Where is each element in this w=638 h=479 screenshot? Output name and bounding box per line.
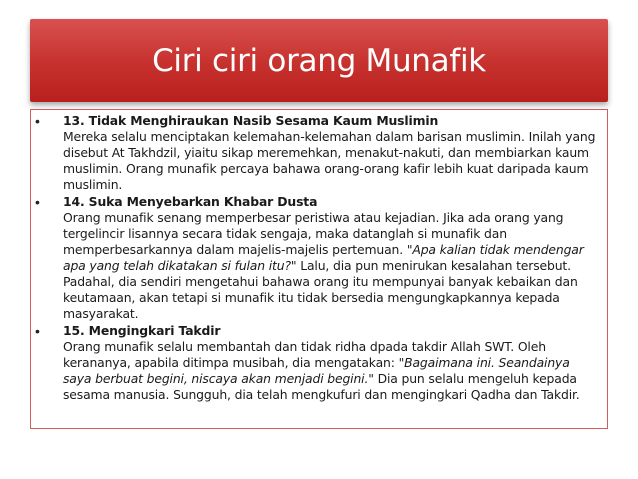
title-banner [30,19,608,102]
bullet-icon: • [35,113,40,129]
bullet-icon: • [35,194,40,210]
bullet-icon: • [35,323,40,339]
item-text: Orang munafik selalu membantah dan tidak ridha dpada takdir Allah SWT. Oleh kerananya, apabila ditimpa musibah, dia mengatakan: " [63,339,546,370]
slide-title: Ciri ciri orang Munafik [152,42,486,79]
bullet-list [33,113,597,403]
item-text: Orang munafik senang memperbesar peristiwa atau kejadian. Jika ada orang yang tergelincir lisannya secara tidak sengaja, maka datanglah si munafik dan memperbesarkannya dalam majelis-majelis pertemuan. [63,210,564,257]
item-text: " Dia pun selalu mengeluh kepada sesama manusia. Sungguh, dia telah mengkufuri dan mengingkari Qadha dan Takdir. [63,371,580,402]
list-item-14 [33,194,597,322]
item-quote: Bagaimana ini. Seandainya saya berbuat begini, niscaya akan menjadi begini. [63,355,570,386]
list-item-body [63,323,597,403]
content-box [30,109,608,429]
item-heading: 13. Tidak Menghiraukan Nasib Sesama Kaum Muslimin [63,113,439,128]
item-quote: "Apa kalian tidak mendengar apa yang telah dikatakan si fulan itu?" [63,242,584,273]
item-text: Lalu, dia pun menirukan kesalahan tersebut. Padahal, dia sendiri mengetahui bahawa orang itu mempunyai banyak kebaikan dan keutamaan, akan tetapi si munafik itu tidak bersedia mengungkapkannya kepada masyarakat. [63,258,578,321]
item-text: Mereka selalu menciptakan kelemahan-kelemahan dalam barisan muslimin. Inilah yang disebut At Takhdzil, yiaitu sikap meremehkan, menakut-nakuti, dan membiarkan kaum muslimin. Orang munafik percaya bahawa orang-orang kafir lebih kuat daripada kaum muslimin. [63,129,596,192]
list-item-15 [33,323,597,403]
item-heading: 15. Mengingkari Takdir [63,323,221,338]
item-heading: 14. Suka Menyebarkan Khabar Dusta [63,194,318,209]
list-item-body [63,194,597,322]
list-item-13 [33,113,597,193]
list-item-body [63,113,597,193]
